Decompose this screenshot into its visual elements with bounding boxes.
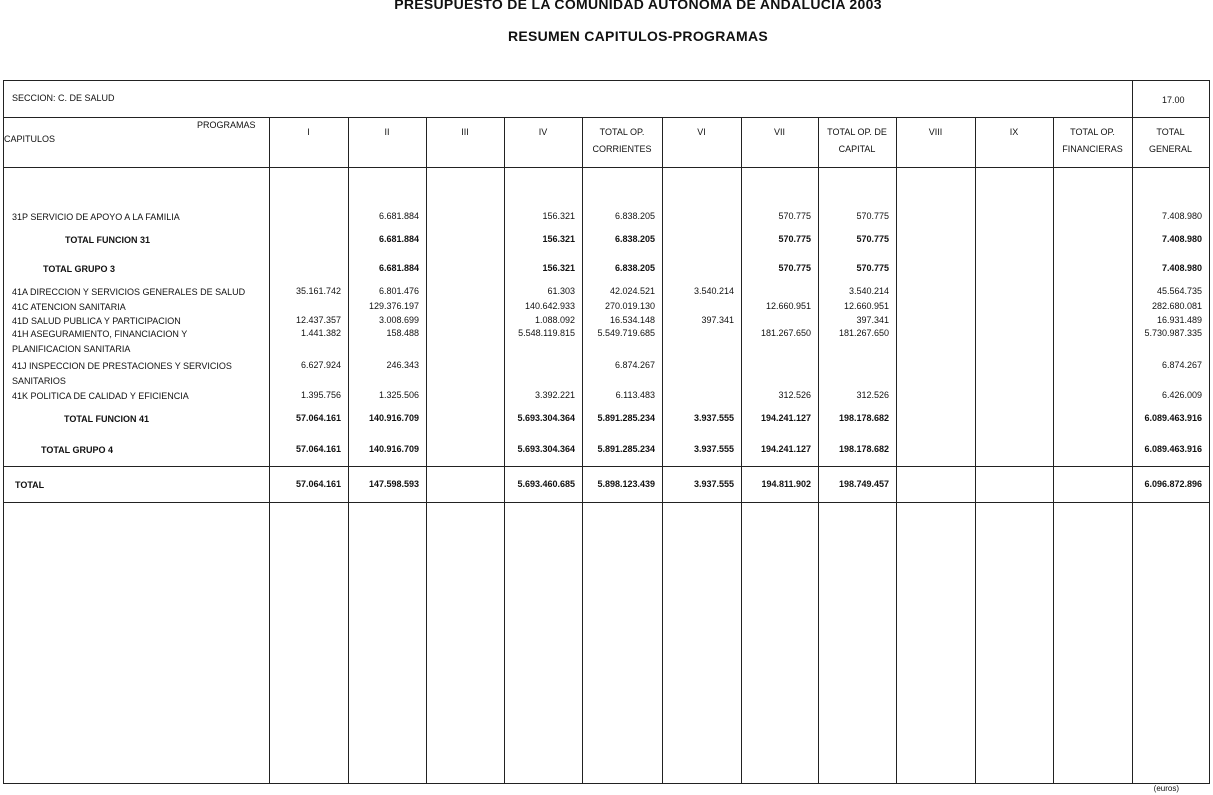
table-cell: 570.775 xyxy=(778,234,811,244)
table-cell: 156.321 xyxy=(542,263,575,273)
column-header xyxy=(975,124,1053,141)
table-cell: 5.693.460.685 xyxy=(517,479,575,489)
table-cell: 140.916.709 xyxy=(368,413,419,423)
table-cell: 7.408.980 xyxy=(1161,234,1202,244)
table-cell: 6.089.463.916 xyxy=(1144,413,1202,423)
column-header xyxy=(818,124,896,158)
column-header xyxy=(1132,124,1209,158)
table-cell: 45.564.735 xyxy=(1156,286,1202,296)
table-cell: 140.916.709 xyxy=(368,444,419,454)
column-header xyxy=(741,124,818,141)
column-divider xyxy=(504,117,505,784)
column-header-line: FINANCIERAS xyxy=(1062,144,1123,154)
column-header-line: II xyxy=(384,127,390,137)
table-cell: 6.089.463.916 xyxy=(1144,444,1202,454)
column-header-line: VII xyxy=(773,127,785,137)
table-cell: 312.526 xyxy=(856,390,889,400)
unit-note: (euros) xyxy=(1153,784,1179,793)
row-label: TOTAL FUNCION 31 xyxy=(65,235,151,245)
column-divider xyxy=(348,117,349,784)
table-cell: 246.343 xyxy=(386,360,419,370)
column-header-line: TOTAL xyxy=(1156,127,1185,137)
column-divider xyxy=(818,117,819,784)
row-label: 41C ATENCION SANITARIA xyxy=(12,302,126,312)
section-code: 17.00 xyxy=(1162,95,1185,105)
table-cell: 198.178.682 xyxy=(838,444,889,454)
table-cell: 5.693.304.364 xyxy=(517,444,575,454)
table-cell: 6.801.476 xyxy=(378,286,419,296)
header-programas: PROGRAMAS xyxy=(197,120,256,130)
table-cell: 1.088.092 xyxy=(534,315,575,325)
table-cell: 140.642.933 xyxy=(524,301,575,311)
table-cell: 16.931.489 xyxy=(1156,315,1202,325)
table-cell: 6.838.205 xyxy=(614,234,655,244)
table-cell: 5.730.987.335 xyxy=(1144,328,1202,338)
table-cell: 397.341 xyxy=(856,315,889,325)
table-cell: 129.376.197 xyxy=(368,301,419,311)
table-cell: 12.660.951 xyxy=(765,301,811,311)
table-cell: 156.321 xyxy=(542,211,575,221)
column-header-line: TOTAL OP. xyxy=(1070,127,1115,137)
table-cell: 194.241.127 xyxy=(760,413,811,423)
table-cell: 1.395.756 xyxy=(300,390,341,400)
column-divider xyxy=(662,117,663,784)
table-cell: 6.681.884 xyxy=(378,263,419,273)
column-header-line: VI xyxy=(697,127,706,137)
column-header-line: VIII xyxy=(928,127,943,137)
table-cell: 6.681.884 xyxy=(378,234,419,244)
table-cell: 5.891.285.234 xyxy=(597,413,655,423)
table-cell: 194.811.902 xyxy=(761,479,811,489)
column-divider xyxy=(1132,117,1133,784)
table-cell: 7.408.980 xyxy=(1161,211,1202,221)
column-divider xyxy=(582,117,583,784)
row-label: TOTAL GRUPO 4 xyxy=(41,445,114,455)
table-cell: 61.303 xyxy=(547,286,575,296)
table-cell: 270.019.130 xyxy=(604,301,655,311)
document-subtitle: RESUMEN CAPITULOS-PROGRAMAS xyxy=(507,28,769,44)
table-cell: 35.161.742 xyxy=(295,286,341,296)
row-label: TOTAL GRUPO 3 xyxy=(43,264,116,274)
table-cell: 6.874.267 xyxy=(614,360,655,370)
table-cell: 3.937.555 xyxy=(693,413,734,423)
table-cell: 156.321 xyxy=(542,234,575,244)
table-cell: 194.241.127 xyxy=(760,444,811,454)
row-label: 41A DIRECCION Y SERVICIOS GENERALES DE SALUD xyxy=(12,287,246,297)
column-header-line: TOTAL OP. DE xyxy=(827,127,887,137)
table-cell: 6.681.884 xyxy=(378,211,419,221)
column-divider xyxy=(896,117,897,784)
column-header xyxy=(504,124,582,141)
row-label-continuation: PLANIFICACION SANITARIA xyxy=(12,344,131,354)
section-label: SECCION: C. DE SALUD xyxy=(12,93,115,103)
table-cell: 1.441.382 xyxy=(300,328,341,338)
table-cell: 282.680.081 xyxy=(1151,301,1202,311)
row-divider xyxy=(3,502,1210,503)
table-cell: 312.526 xyxy=(778,390,811,400)
column-header-line: IX xyxy=(1009,127,1019,137)
column-header-line: I xyxy=(307,127,310,137)
column-divider xyxy=(741,117,742,784)
table-cell: 57.064.161 xyxy=(295,444,341,454)
table-cell: 570.775 xyxy=(856,211,889,221)
table-cell: 198.749.457 xyxy=(838,479,889,489)
row-label: TOTAL FUNCION 41 xyxy=(64,414,150,424)
table-cell: 6.838.205 xyxy=(614,211,655,221)
column-divider xyxy=(975,117,976,784)
column-header-line: GENERAL xyxy=(1148,144,1192,154)
table-cell: 570.775 xyxy=(856,263,889,273)
table-cell: 158.488 xyxy=(386,328,419,338)
table-cell: 6.096.872.896 xyxy=(1144,479,1202,489)
table-cell: 3.937.555 xyxy=(693,444,734,454)
row-divider xyxy=(3,117,1210,118)
column-header xyxy=(269,124,348,141)
column-header-line: III xyxy=(461,127,469,137)
header-capitulos: CAPITULOS xyxy=(4,134,56,144)
column-header xyxy=(348,124,426,141)
table-cell: 6.627.924 xyxy=(300,360,341,370)
row-label-continuation: SANITARIOS xyxy=(12,376,66,386)
table-cell: 3.540.214 xyxy=(848,286,889,296)
table-cell: 5.891.285.234 xyxy=(597,444,655,454)
table-cell: 57.064.161 xyxy=(295,413,341,423)
document-title: PRESUPUESTO DE LA COMUNIDAD AUTONOMA DE ANDALUCIA 2003 xyxy=(394,0,882,12)
row-label: 41J INSPECCION DE PRESTACIONES Y SERVICIOS xyxy=(12,361,232,371)
table-cell: 12.437.357 xyxy=(295,315,341,325)
table-cell: 3.008.699 xyxy=(378,315,419,325)
table-cell: 147.598.593 xyxy=(368,479,419,489)
table-cell: 42.024.521 xyxy=(609,286,655,296)
column-header xyxy=(896,124,975,141)
table-cell: 6.874.267 xyxy=(1161,360,1202,370)
table-cell: 12.660.951 xyxy=(843,301,889,311)
row-divider xyxy=(3,466,1210,467)
row-label: TOTAL xyxy=(15,480,45,490)
table-cell: 3.937.555 xyxy=(693,479,734,489)
table-cell: 5.693.304.364 xyxy=(517,413,575,423)
budget-table xyxy=(3,80,1210,784)
table-cell: 16.534.148 xyxy=(609,315,655,325)
column-divider xyxy=(1132,80,1133,117)
table-cell: 1.325.506 xyxy=(378,390,419,400)
table-cell: 3.392.221 xyxy=(534,390,575,400)
table-cell: 5.548.119.815 xyxy=(518,328,575,338)
column-header xyxy=(1053,124,1132,158)
table-cell: 181.267.650 xyxy=(838,328,889,338)
row-label: 41K POLITICA DE CALIDAD Y EFICIENCIA xyxy=(12,391,189,401)
column-header xyxy=(662,124,741,141)
column-header xyxy=(426,124,504,141)
row-label: 41D SALUD PUBLICA Y PARTICIPACION xyxy=(12,316,181,326)
column-divider xyxy=(426,117,427,784)
column-divider xyxy=(1053,117,1054,784)
table-cell: 397.341 xyxy=(701,315,734,325)
table-cell: 6.113.483 xyxy=(615,390,655,400)
table-cell: 570.775 xyxy=(856,234,889,244)
table-cell: 570.775 xyxy=(778,263,811,273)
column-header-line: CAPITAL xyxy=(838,144,876,154)
table-cell: 5.898.123.439 xyxy=(597,479,655,489)
table-cell: 181.267.650 xyxy=(760,328,811,338)
table-cell: 5.549.719.685 xyxy=(597,328,655,338)
table-cell: 57.064.161 xyxy=(295,479,341,489)
row-divider xyxy=(3,167,1210,168)
column-header-line: TOTAL OP. xyxy=(599,127,645,137)
table-cell: 570.775 xyxy=(778,211,811,221)
column-header xyxy=(582,124,662,158)
table-cell: 6.838.205 xyxy=(614,263,655,273)
column-header-line: IV xyxy=(538,127,548,137)
row-label: 41H ASEGURAMIENTO, FINANCIACION Y xyxy=(12,329,188,339)
table-cell: 198.178.682 xyxy=(838,413,889,423)
table-cell: 6.426.009 xyxy=(1161,390,1202,400)
row-label: 31P SERVICIO DE APOYO A LA FAMILIA xyxy=(12,212,180,222)
table-cell: 7.408.980 xyxy=(1161,263,1202,273)
column-divider xyxy=(269,117,270,784)
column-header-line: CORRIENTES xyxy=(592,144,652,154)
table-cell: 3.540.214 xyxy=(693,286,734,296)
